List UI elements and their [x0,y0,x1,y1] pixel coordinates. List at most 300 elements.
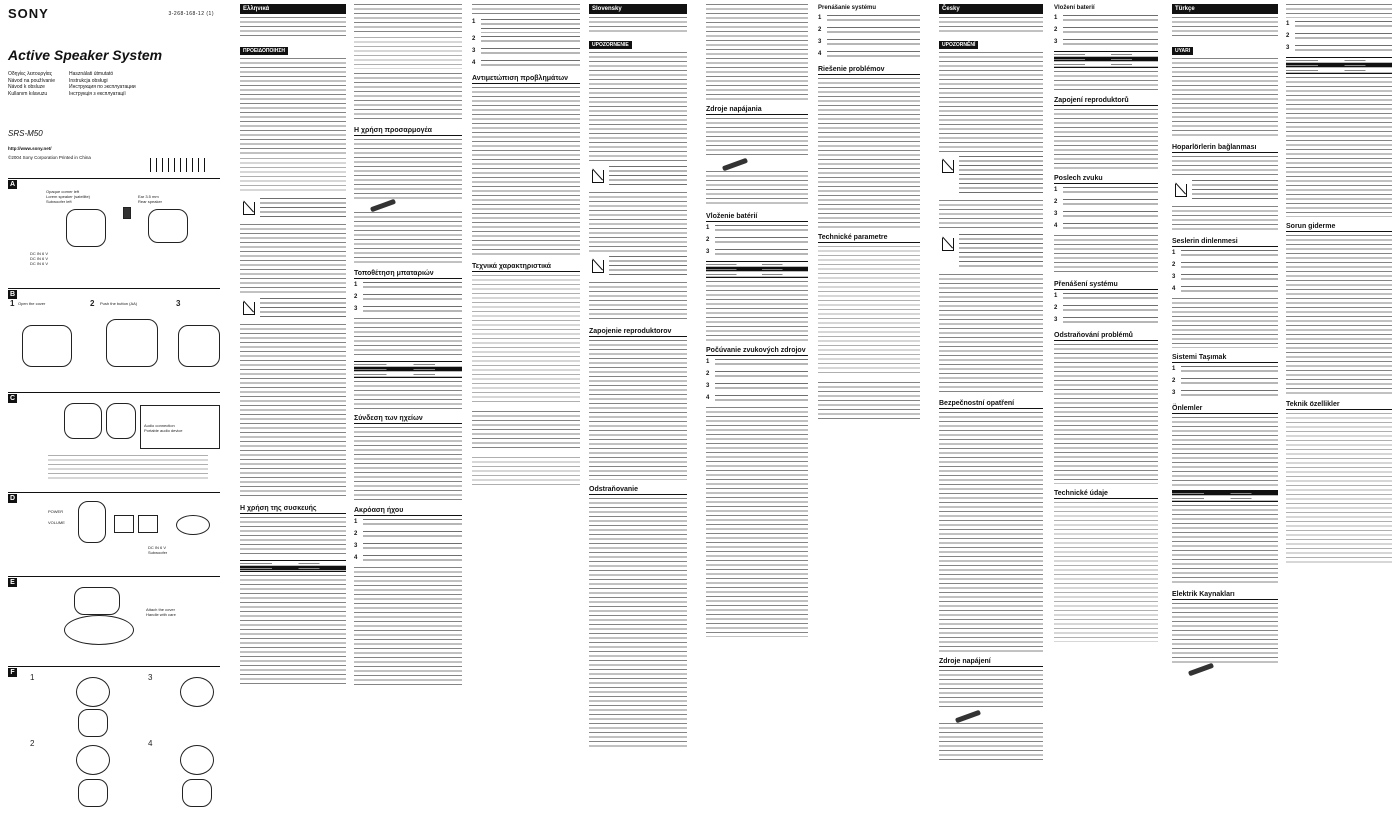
figure-c-labels [144,423,182,433]
language-item: Інструкція з експлуатації [68,90,126,97]
language-header: Ελληνικά [240,4,346,14]
paragraph [1063,223,1158,232]
language-item: Használati útmutató [68,71,114,77]
paragraph [589,17,687,33]
step-item [472,60,580,69]
column-slovak-3 [818,4,920,823]
plug-icon [722,158,748,172]
figure-label: Lorem speaker (satellite) [46,194,91,199]
paragraph [1063,211,1158,220]
paragraph [715,225,808,234]
figure-d-labels [48,509,65,525]
paragraph [1181,274,1278,283]
step-item [1172,390,1278,399]
column-greek-2 [354,4,462,823]
step-item [354,306,462,315]
warning-heading: UPOZORNĚNÍ [939,41,978,49]
plug-diagram [370,203,462,208]
step-number: 1 [10,299,15,308]
table-row [240,566,346,571]
paragraph [715,237,808,246]
step-number: 2 [354,531,358,537]
paragraph [589,52,687,162]
model-name: SRS-M50 [8,129,43,138]
figure-label: DC IN 6 V [30,256,49,261]
figure-label: Push the button (AA) [100,301,138,306]
paragraph [260,298,346,320]
section-title: Seslerin dinlenmesi [1172,238,1278,247]
paragraph [472,457,580,487]
section-title: Zapojení reproduktorů [1054,97,1158,106]
step-number: 4 [1054,223,1058,229]
paragraph [1181,390,1278,399]
step-item [1172,286,1278,295]
speaker-illustration [76,677,110,707]
step-list [1054,293,1158,326]
paragraph [240,17,346,39]
step-number: 1 [1054,15,1058,21]
step-item [354,531,462,540]
step-item [1172,274,1278,283]
language-header: Türkçe [1172,4,1278,14]
table [706,261,808,278]
figure-f [8,666,220,822]
speaker-illustration [78,501,106,543]
step-number: 1 [1172,366,1176,372]
paragraph [1181,366,1278,375]
disposal-notice [1172,180,1278,202]
step-number: 3 [354,306,358,312]
paragraph [827,15,920,24]
table [1286,57,1392,74]
paragraph [354,4,462,34]
step-number: 1 [1172,250,1176,256]
paragraph [609,166,687,188]
figure-tag: D [9,495,16,502]
paragraph [589,192,687,252]
paragraph [363,555,462,564]
step-number: 3 [354,543,358,549]
paragraph [260,198,346,220]
step-number: 1 [818,15,822,21]
plug-diagram [722,162,808,167]
figure-b [8,288,220,383]
figure-a-labels-right [138,194,162,204]
step-item [818,39,920,48]
paragraph [939,670,1043,710]
figure-label: DC IN 6 V [148,545,167,550]
step-item [1172,366,1278,375]
section-title: Η χρήση της συσκευής [240,505,346,514]
figure-label: Audio connection [144,423,175,428]
section-heading: Prenášanie systému [818,5,877,11]
language-item: Kullanım kılavuzu [8,90,48,97]
step-item [706,383,808,392]
paragraph [363,306,462,315]
step-list [818,15,920,60]
paragraph [706,4,808,100]
figure-label: Open the cover [18,301,46,306]
column-turkish-2 [1286,4,1392,823]
step-number: 3 [706,383,710,389]
section-title: Ακρόαση ήχου [354,507,462,516]
step-item [1286,33,1392,42]
section-title: Αντιμετώπιση προβλημάτων [472,75,580,84]
section-title: Přenášení systému [1054,281,1158,290]
disposal-notice [939,156,1043,196]
subwoofer-illustration [176,515,210,535]
figure-a-labels-bottom [30,251,48,266]
section-title: Bezpečnostní opatření [939,400,1043,409]
step-number: 2 [706,371,710,377]
paragraph [818,78,920,228]
paragraph [589,340,687,480]
paragraph [1295,33,1392,42]
paragraph [354,139,462,199]
step-number: 2 [1172,378,1176,384]
paragraph [472,4,580,16]
step-item [1054,211,1158,220]
paragraph [481,36,580,45]
language-item: Οδηγίες λειτουργίας [8,71,53,77]
paragraph [1181,262,1278,271]
paragraph [1172,417,1278,487]
paragraph [240,324,346,499]
step-list [472,19,580,69]
step-number: 2 [90,299,95,308]
section-title: Önlemler [1172,405,1278,414]
step-item [1172,250,1278,259]
disposal-notice [939,234,1043,270]
paragraph [1172,58,1278,138]
crossed-bin-icon [240,298,256,316]
step-item [1054,317,1158,326]
figure-label: POWER [48,509,64,514]
copyright-text: ©2004 Sony Corporation Printed in China [8,155,91,160]
step-number: 1 [1286,21,1290,27]
step-item [1054,305,1158,314]
step-item [1172,378,1278,387]
step-item [818,27,920,36]
table [1054,51,1158,68]
column-slovak-1 [589,4,687,823]
paragraph [939,723,1043,763]
table-row [706,272,808,277]
column-turkish-1 [1172,4,1278,823]
column-czech-1 [939,4,1043,823]
step-number: 4 [472,60,476,66]
paragraph [706,407,808,637]
crossed-bin-icon [589,256,605,274]
figure-e-labels [146,607,176,617]
step-list [354,519,462,564]
language-list-right [69,71,136,97]
step-item [472,36,580,45]
paragraph [1054,71,1158,91]
crossed-bin-icon [1172,180,1188,198]
paragraph [818,382,920,422]
speaker-illustration [178,325,220,367]
paragraph [1172,17,1278,39]
plug-diagram [1188,667,1278,672]
language-header: Slovensky [589,4,687,14]
paragraph [1181,286,1278,295]
website-link[interactable]: http://www.sony.net/ [8,146,52,151]
language-item: Инструкция по эксплуатации [68,84,136,90]
step-number: 2 [1054,305,1058,311]
figure-label: Rear speaker [138,199,163,204]
plug-diagram [955,714,1043,719]
plug-icon [1188,663,1214,677]
paragraph [1172,156,1278,176]
figure-a-labels [46,189,90,204]
step-item [1172,262,1278,271]
paragraph [1063,27,1158,36]
speaker-illustration [148,209,188,243]
step-item [706,359,808,368]
column-greek-3 [472,4,580,823]
step-number: 1 [1054,187,1058,193]
speaker-illustration [74,587,120,615]
column-slovak-2 [706,4,808,823]
paragraph [472,411,580,451]
section-title: Odstraňovanie [589,486,687,495]
model-code: 3-268-168-12 (1) [168,11,214,17]
step-item [1054,187,1158,196]
paragraph [363,294,462,303]
disposal-notice [589,256,687,278]
speaker-illustration [76,745,110,775]
paragraph [354,318,462,358]
figure-tag: F [8,668,17,677]
paragraph [240,58,346,154]
step-number: 3 [148,673,153,682]
paragraph [1063,39,1158,48]
step-item [472,48,580,57]
paragraph [715,395,808,404]
crossed-bin-icon [939,156,955,174]
step-number: 1 [472,19,476,25]
figure-label: DC IN 6 V [30,261,49,266]
section-title: Riešenie problémov [818,66,920,75]
paragraph [240,158,346,194]
paragraph [827,51,920,60]
step-number: 4 [148,739,153,748]
disposal-notice [589,166,687,188]
paragraph [706,118,808,158]
paragraph [959,234,1043,270]
step-number: 4 [706,395,710,401]
step-item [706,395,808,404]
paragraph [1172,206,1278,232]
step-number: 1 [706,225,710,231]
paragraph [959,156,1043,196]
step-item [818,15,920,24]
step-number: 3 [1054,211,1058,217]
paragraph [1063,15,1158,24]
paragraph [481,60,580,69]
table-row [1286,68,1392,73]
crossed-bin-icon [939,234,955,252]
step-number: 3 [176,299,181,308]
hand-illustration [64,615,134,645]
figure-c [8,392,220,487]
section-title: Teknik özellikler [1286,401,1392,410]
step-number: 1 [1054,293,1058,299]
paragraph [706,281,808,341]
figure-label: Subwoofer [148,550,168,555]
paragraph [939,52,1043,152]
step-number: 2 [706,237,710,243]
step-number: 2 [472,36,476,42]
step-item [354,555,462,564]
step-number: 3 [1054,39,1058,45]
paragraph [354,427,462,501]
step-list [1054,187,1158,232]
section-title: Elektrik Kaynakları [1172,591,1278,600]
step-item [1054,223,1158,232]
table-row [1172,496,1278,501]
speaker-illustration [66,209,106,247]
manual-title: Active Speaker System [8,47,163,63]
warning-heading: ΠΡΟΕΙΔΟΠΟΙΗΣΗ [240,47,288,55]
step-list [706,225,808,258]
disposal-notice [240,198,346,220]
speaker-illustration [182,779,212,807]
section-title: Sistemi Taşımak [1172,354,1278,363]
step-number: 3 [1172,274,1176,280]
paragraph [354,567,462,687]
section-title: Odstraňování problémů [1054,332,1158,341]
paragraph [939,200,1043,230]
specifications-list [1286,413,1392,563]
section-title: Zapojenie reproduktorov [589,328,687,337]
step-item [1054,293,1158,302]
paragraph [939,412,1043,652]
section-title: Σύνδεση των ηχείων [354,415,462,424]
speaker-illustration [22,325,72,367]
section-title: Zdroje napájania [706,106,808,115]
paragraph [1054,344,1158,484]
paragraph [715,371,808,380]
step-number: 4 [818,51,822,57]
jack-illustration [138,515,158,533]
step-item [706,371,808,380]
step-item [1286,45,1392,54]
section-title: Hoparlörlerin bağlanması [1172,144,1278,153]
plug-icon [370,199,396,213]
section-heading: Vložení baterií [1054,5,1095,11]
adapter-illustration [123,207,131,219]
figure-label: Ear 3.5 mm [138,194,159,199]
figure-tag: A [9,181,16,188]
paragraph [1063,317,1158,326]
paragraph [1181,250,1278,259]
paragraph [1286,4,1392,18]
step-number: 1 [30,673,35,682]
step-number: 4 [354,555,358,561]
table [1172,490,1278,502]
paragraph [589,498,687,748]
step-number: 2 [818,27,822,33]
crossed-bin-icon [240,198,256,216]
language-item: Návod k obsluze [8,84,45,90]
paragraph [363,519,462,528]
paragraph [1172,298,1278,348]
paragraph [1295,21,1392,30]
language-item: Návod na používanie [8,77,55,84]
paragraph [1286,235,1392,395]
crossed-bin-icon [589,166,605,184]
step-number: 3 [1054,317,1058,323]
step-list [1172,366,1278,399]
figure-tag: E [8,578,17,587]
section-title: Η χρήση προσαρμογέα [354,127,462,136]
step-number: 2 [1054,199,1058,205]
step-item [1054,199,1158,208]
figure-label: VOLUME [48,520,65,525]
specifications-list [818,246,920,376]
paragraph [706,171,808,207]
step-list [1172,250,1278,295]
section-title: Vloženie batérií [706,213,808,222]
paragraph [1286,77,1392,217]
paragraph [1295,45,1392,54]
paragraph [1192,180,1278,202]
paragraph [481,48,580,57]
figure-label: Portable audio device [144,428,183,433]
speaker-illustration [106,319,158,367]
paragraph [472,87,580,257]
paragraph [240,575,346,685]
figure-label: DC IN 6 V [30,251,49,256]
table [354,361,462,378]
figure-c-caption [48,455,208,479]
paragraph [715,249,808,258]
step-list [354,282,462,315]
paragraph [589,282,687,322]
step-number: 3 [818,39,822,45]
speaker-illustration [78,709,108,737]
step-number: 2 [30,739,35,748]
paragraph [240,224,346,294]
paragraph [1172,603,1278,663]
paragraph [715,383,808,392]
paragraph [354,73,462,121]
step-number: 1 [354,282,358,288]
step-number: 2 [1286,33,1290,39]
paragraph [609,256,687,278]
table-row [1054,62,1158,67]
barcode [150,158,210,172]
step-item [472,19,580,33]
specifications-list [1054,502,1158,642]
speaker-illustration [180,677,214,707]
language-list [8,71,220,97]
paragraph [363,531,462,540]
figure-label: Opaque corner left [46,189,80,194]
paragraph [1054,235,1158,275]
step-number: 4 [1172,286,1176,292]
paragraph [715,359,808,368]
paragraph [481,19,580,33]
step-number: 3 [1172,390,1176,396]
paragraph [1054,109,1158,169]
figure-d [8,492,220,572]
section-title: Poslech zvuku [1054,175,1158,184]
figure-d-labels-right [148,545,167,555]
paragraph [1172,505,1278,585]
